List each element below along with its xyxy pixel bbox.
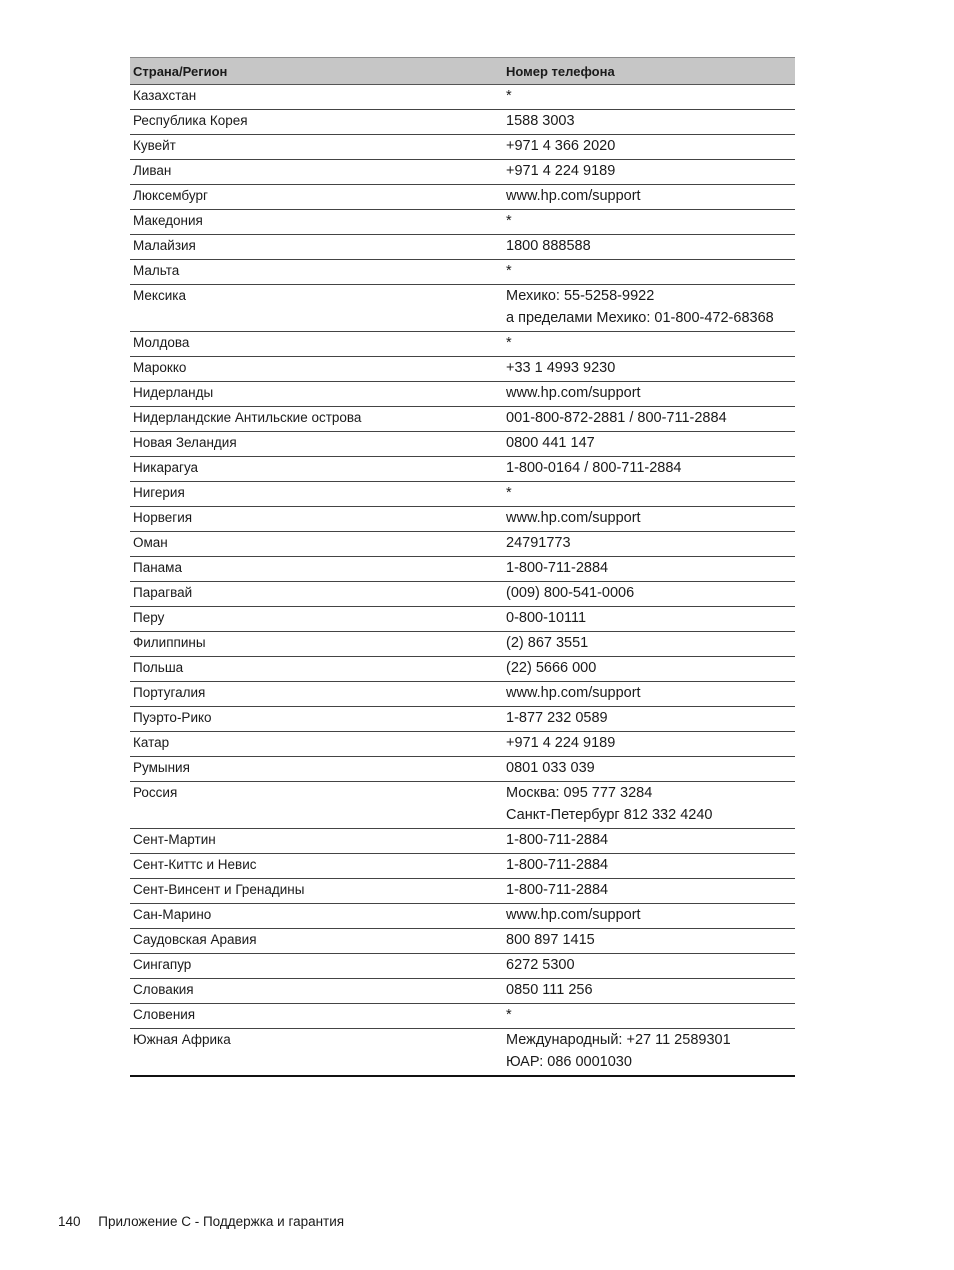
table-row — [130, 185, 795, 210]
table-row — [130, 332, 795, 357]
table-header — [130, 57, 795, 85]
country-cell — [130, 1029, 503, 1075]
country-name: Мальта — [133, 263, 180, 278]
phone-number: 1-800-711-2884 — [506, 882, 609, 898]
country-name: Сент-Винсент и Гренадины — [133, 882, 305, 897]
phone-cell — [503, 110, 795, 134]
table-row — [130, 707, 795, 732]
phone-cell — [503, 782, 795, 828]
phone-cell — [503, 457, 795, 481]
country-name: Румыния — [133, 760, 190, 775]
table-body — [130, 85, 795, 1077]
phone-cell — [503, 85, 795, 109]
phone-number: 1-800-0164 / 800-711-2884 — [506, 460, 682, 476]
phone-cell — [503, 160, 795, 184]
phone-cell — [503, 382, 795, 406]
country-name: Перу — [133, 610, 165, 625]
phone-number: www.hp.com/support — [506, 510, 641, 526]
country-name: Марокко — [133, 360, 187, 375]
phone-number: 24791773 — [506, 535, 571, 551]
phone-cell — [503, 557, 795, 581]
phone-number: Москва: 095 777 3284 — [506, 785, 653, 801]
country-name: Сент-Мартин — [133, 832, 216, 847]
header-country: Страна/Регион — [133, 63, 228, 79]
phone-number: www.hp.com/support — [506, 907, 641, 923]
country-cell — [130, 185, 503, 209]
country-name: Кувейт — [133, 138, 176, 153]
phone-cell — [503, 929, 795, 953]
country-cell — [130, 782, 503, 828]
phone-cell — [503, 1004, 795, 1028]
phone-number: * — [506, 213, 512, 229]
phone-number: 1-800-711-2884 — [506, 560, 609, 576]
country-cell — [130, 482, 503, 506]
country-name: Македония — [133, 213, 203, 228]
country-name: Саудовская Аравия — [133, 932, 257, 947]
table-row — [130, 382, 795, 407]
country-name: Малайзия — [133, 238, 196, 253]
table-row — [130, 657, 795, 682]
table-row — [130, 757, 795, 782]
country-cell — [130, 557, 503, 581]
country-name: Катар — [133, 735, 170, 750]
country-name: Филиппины — [133, 635, 206, 650]
table-row — [130, 582, 795, 607]
country-cell — [130, 854, 503, 878]
phone-number: www.hp.com/support — [506, 188, 641, 204]
country-name: Россия — [133, 785, 178, 800]
phone-cell — [503, 979, 795, 1003]
phone-cell — [503, 482, 795, 506]
phone-cell — [503, 954, 795, 978]
country-cell — [130, 382, 503, 406]
country-cell — [130, 357, 503, 381]
phone-cell — [503, 210, 795, 234]
country-name: Словакия — [133, 982, 194, 997]
table-row — [130, 732, 795, 757]
country-name: Люксембург — [133, 188, 208, 203]
country-cell — [130, 210, 503, 234]
phone-cell — [503, 357, 795, 381]
table-row — [130, 160, 795, 185]
country-name: Пуэрто-Рико — [133, 710, 212, 725]
phone-cell — [503, 185, 795, 209]
country-name: Нидерландские Антильские острова — [133, 410, 362, 425]
table-row — [130, 210, 795, 235]
country-cell — [130, 904, 503, 928]
phone-number: ЮАР: 086 0001030 — [506, 1054, 632, 1070]
table-row — [130, 854, 795, 879]
phone-number: Мехико: 55-5258-9922 — [506, 288, 655, 304]
table-row — [130, 682, 795, 707]
table-row — [130, 110, 795, 135]
phone-number: 1-800-711-2884 — [506, 857, 609, 873]
phone-number: * — [506, 88, 512, 104]
country-name: Оман — [133, 535, 168, 550]
phone-cell — [503, 632, 795, 656]
phone-number: 0-800-10111 — [506, 610, 587, 626]
country-name: Словения — [133, 1007, 196, 1022]
table-row — [130, 782, 795, 829]
phone-number: +971 4 224 9189 — [506, 735, 616, 751]
country-cell — [130, 532, 503, 556]
phone-number: www.hp.com/support — [506, 385, 641, 401]
country-name: Парагвай — [133, 585, 193, 600]
phone-number: (009) 800-541-0006 — [506, 585, 635, 601]
phone-cell — [503, 829, 795, 853]
country-name: Панама — [133, 560, 182, 575]
phone-number: * — [506, 263, 512, 279]
country-cell — [130, 929, 503, 953]
table-row — [130, 357, 795, 382]
country-cell — [130, 954, 503, 978]
table-row — [130, 557, 795, 582]
phone-cell — [503, 707, 795, 731]
table-row — [130, 929, 795, 954]
page-number: 140 — [58, 1214, 81, 1229]
phone-number: +971 4 366 2020 — [506, 138, 616, 154]
phone-cell — [503, 854, 795, 878]
page-footer — [58, 1214, 344, 1229]
support-phone-table — [130, 57, 795, 1077]
table-row — [130, 632, 795, 657]
country-name: Норвегия — [133, 510, 193, 525]
table-row — [130, 607, 795, 632]
phone-number: * — [506, 335, 512, 351]
country-name: Казахстан — [133, 88, 197, 103]
country-cell — [130, 632, 503, 656]
country-cell — [130, 979, 503, 1003]
phone-number: 6272 5300 — [506, 957, 575, 973]
phone-number: 1800 888588 — [506, 238, 591, 254]
table-row — [130, 260, 795, 285]
country-name: Сент-Киттс и Невис — [133, 857, 257, 872]
phone-cell — [503, 532, 795, 556]
table-row — [130, 954, 795, 979]
phone-number: +33 1 4993 9230 — [506, 360, 616, 376]
country-cell — [130, 829, 503, 853]
country-cell — [130, 607, 503, 631]
phone-cell — [503, 757, 795, 781]
phone-number: www.hp.com/support — [506, 685, 641, 701]
country-name: Сан-Марино — [133, 907, 212, 922]
phone-cell — [503, 507, 795, 531]
country-cell — [130, 457, 503, 481]
phone-number: (2) 867 3551 — [506, 635, 589, 651]
phone-number: а пределами Мехико: 01-800-472-68368 — [506, 310, 774, 326]
phone-cell — [503, 235, 795, 259]
country-cell — [130, 332, 503, 356]
country-cell — [130, 507, 503, 531]
country-name: Нидерланды — [133, 385, 214, 400]
phone-number: 0850 111 256 — [506, 982, 593, 998]
country-name: Португалия — [133, 685, 206, 700]
phone-cell — [503, 332, 795, 356]
phone-cell — [503, 582, 795, 606]
phone-cell — [503, 904, 795, 928]
country-cell — [130, 582, 503, 606]
country-cell — [130, 235, 503, 259]
phone-cell — [503, 682, 795, 706]
country-cell — [130, 160, 503, 184]
country-name: Никарагуа — [133, 460, 199, 475]
table-row — [130, 979, 795, 1004]
phone-number: 800 897 1415 — [506, 932, 595, 948]
table-row — [130, 235, 795, 260]
table-row — [130, 85, 795, 110]
phone-cell — [503, 607, 795, 631]
phone-number: 1-877 232 0589 — [506, 710, 608, 726]
country-cell — [130, 682, 503, 706]
phone-number: Санкт-Петербург 812 332 4240 — [506, 807, 713, 823]
country-cell — [130, 707, 503, 731]
country-cell — [130, 879, 503, 903]
phone-cell — [503, 732, 795, 756]
phone-number: Международный: +27 11 2589301 — [506, 1032, 731, 1048]
table-row — [130, 457, 795, 482]
country-cell — [130, 407, 503, 431]
country-name: Республика Корея — [133, 113, 248, 128]
table-row — [130, 482, 795, 507]
phone-number: 1588 3003 — [506, 113, 575, 129]
country-cell — [130, 757, 503, 781]
country-cell — [130, 432, 503, 456]
phone-cell — [503, 285, 795, 331]
country-name: Южная Африка — [133, 1032, 231, 1047]
country-name: Сингапур — [133, 957, 192, 972]
country-cell — [130, 85, 503, 109]
phone-number: 0801 033 039 — [506, 760, 595, 776]
table-row — [130, 879, 795, 904]
country-name: Новая Зеландия — [133, 435, 237, 450]
table-row — [130, 829, 795, 854]
phone-cell — [503, 135, 795, 159]
country-name: Нигерия — [133, 485, 185, 500]
table-row — [130, 407, 795, 432]
phone-number: * — [506, 1007, 512, 1023]
country-name: Мексика — [133, 288, 186, 303]
phone-number: 001-800-872-2881 / 800-711-2884 — [506, 410, 727, 426]
country-name: Ливан — [133, 163, 172, 178]
table-row — [130, 904, 795, 929]
phone-number: 0800 441 147 — [506, 435, 595, 451]
footer-title: Приложение C - Поддержка и гарантия — [98, 1214, 345, 1229]
phone-cell — [503, 879, 795, 903]
phone-cell — [503, 260, 795, 284]
phone-cell — [503, 432, 795, 456]
country-cell — [130, 135, 503, 159]
country-name: Молдова — [133, 335, 190, 350]
phone-cell — [503, 407, 795, 431]
phone-number: (22) 5666 000 — [506, 660, 597, 676]
phone-number: * — [506, 485, 512, 501]
table-row — [130, 285, 795, 332]
country-cell — [130, 657, 503, 681]
country-cell — [130, 1004, 503, 1028]
table-row — [130, 432, 795, 457]
phone-cell — [503, 1029, 795, 1075]
table-row — [130, 1029, 795, 1077]
country-cell — [130, 732, 503, 756]
phone-number: 1-800-711-2884 — [506, 832, 609, 848]
header-phone: Номер телефона — [506, 63, 615, 79]
table-row — [130, 532, 795, 557]
table-row — [130, 507, 795, 532]
country-cell — [130, 110, 503, 134]
phone-number: +971 4 224 9189 — [506, 163, 616, 179]
country-cell — [130, 285, 503, 331]
phone-cell — [503, 657, 795, 681]
table-row — [130, 1004, 795, 1029]
country-name: Польша — [133, 660, 184, 675]
country-cell — [130, 260, 503, 284]
table-row — [130, 135, 795, 160]
